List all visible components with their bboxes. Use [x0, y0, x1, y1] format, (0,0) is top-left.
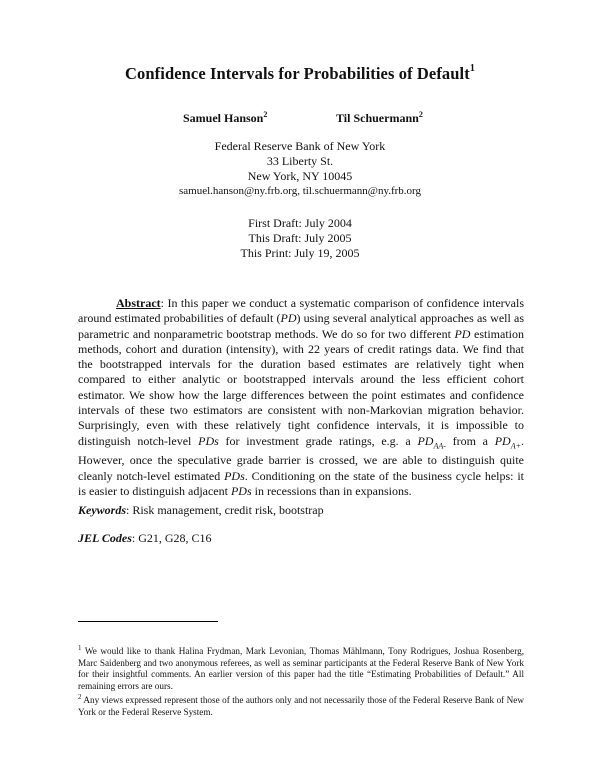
- jel-codes-label: JEL Codes: [78, 531, 132, 545]
- pd-subscript: A+: [510, 441, 522, 451]
- keywords-line: [78, 503, 324, 518]
- abstract-italic-term: PDs: [198, 433, 219, 448]
- footnote: [78, 692, 524, 718]
- paper-title: [0, 64, 600, 84]
- pd-base: PD: [494, 433, 511, 448]
- author-name: [183, 110, 267, 126]
- abstract-text: in recessions than in expansions.: [251, 483, 412, 498]
- author-2-name: Til Schuermann: [336, 111, 419, 125]
- pd-base: PD: [417, 433, 434, 448]
- footnote-mark: 1: [78, 644, 82, 652]
- abstract-italic-term: PDs: [230, 483, 252, 498]
- street-address: 33 Liberty St.: [266, 154, 334, 168]
- draft-dates: [0, 216, 600, 261]
- abstract-text: : In this paper we conduct a systematic comparison of confidence intervals around estimated probabilities of default (: [78, 296, 524, 326]
- print-date: This Print: July 19, 2005: [240, 246, 360, 260]
- this-draft-date: This Draft: July 2005: [248, 231, 352, 245]
- abstract-text: estimation methods, cohort and duration (intensity), with 22 years of credit ratings data. We find that the bootstrapped intervals for the duration based estimates are relatively tight when compared to either analytic or bootstrapped intervals around the less efficient cohort estimator. We show how the large differences between the point estimates and confidence intervals of these two estimators are consistent with non-Markovian migration behavior. Surprisingly, even with these relatively tight confidence intervals, it is impossible to distinguish notch-level: [78, 326, 524, 448]
- pd-aa-minus: [417, 433, 446, 451]
- author-emails: samuel.hanson@ny.frb.org, til.schuermann@ny.frb.org: [178, 185, 422, 197]
- author-2-footnote-mark: 2: [418, 110, 423, 119]
- jel-codes-text: : G21, G28, C16: [131, 531, 212, 545]
- abstract-text: . However, once the speculative grade barrier is crossed, we are able to distinguish quite cleanly notch-level estimated: [78, 433, 525, 483]
- abstract-paragraph: [78, 296, 524, 499]
- footnote-text: Any views expressed represent those of the authors only and not necessarily those of the Federal Reserve Bank of New York or the Federal Reserve System.: [78, 695, 524, 718]
- jel-codes-line: [78, 531, 212, 546]
- abstract-italic-term: PDs: [224, 468, 245, 483]
- first-draft-date: First Draft: July 2004: [248, 216, 352, 230]
- keywords-text: : Risk management, credit risk, bootstrap: [126, 503, 324, 517]
- abstract-text: for investment grade ratings, e.g. a: [218, 433, 418, 448]
- pd-a-plus: [494, 433, 522, 451]
- title-footnote-mark: 1: [469, 62, 475, 74]
- author-1-footnote-mark: 2: [263, 110, 268, 119]
- footnotes: [78, 643, 524, 719]
- abstract-label: Abstract: [116, 296, 161, 310]
- footnote-mark: 2: [78, 693, 82, 702]
- pd-subscript: AA-: [433, 441, 446, 451]
- author-1-name: Samuel Hanson: [183, 111, 264, 125]
- affiliation-block: [0, 139, 600, 199]
- abstract-italic-term: PD: [454, 326, 471, 341]
- abstract-text: from a: [445, 433, 495, 448]
- institution: Federal Reserve Bank of New York: [214, 139, 386, 153]
- footnote-text: We would like to thank Halina Frydman, Mark Levonian, Thomas Mählmann, Tony Rodrigues, Joshua Rosenberg, Marc Saidenberg and two anonymous referees, as well as seminar participants at the Federal Reserve Bank of New York for their insightful comments. An earlier version of this paper had the title “Estimating Probabilities of Default.” All remaining errors are ours.: [78, 646, 524, 691]
- abstract-italic-term: PD: [280, 311, 297, 326]
- city-address: New York, NY 10045: [247, 169, 353, 183]
- keywords-label: Keywords: [78, 503, 126, 517]
- abstract-text: . Conditioning on the state of the business cycle helps: it is easier to distinguish adjacent: [78, 468, 524, 498]
- author-name: [336, 110, 423, 126]
- title-text: Confidence Intervals for Probabilities of Default: [125, 64, 470, 83]
- footnote: [78, 643, 524, 692]
- footnote-divider: [78, 621, 218, 622]
- abstract-text: ) using several analytical approaches as well as parametric and nonparametric bootstrap methods. We do so for two different: [78, 311, 524, 341]
